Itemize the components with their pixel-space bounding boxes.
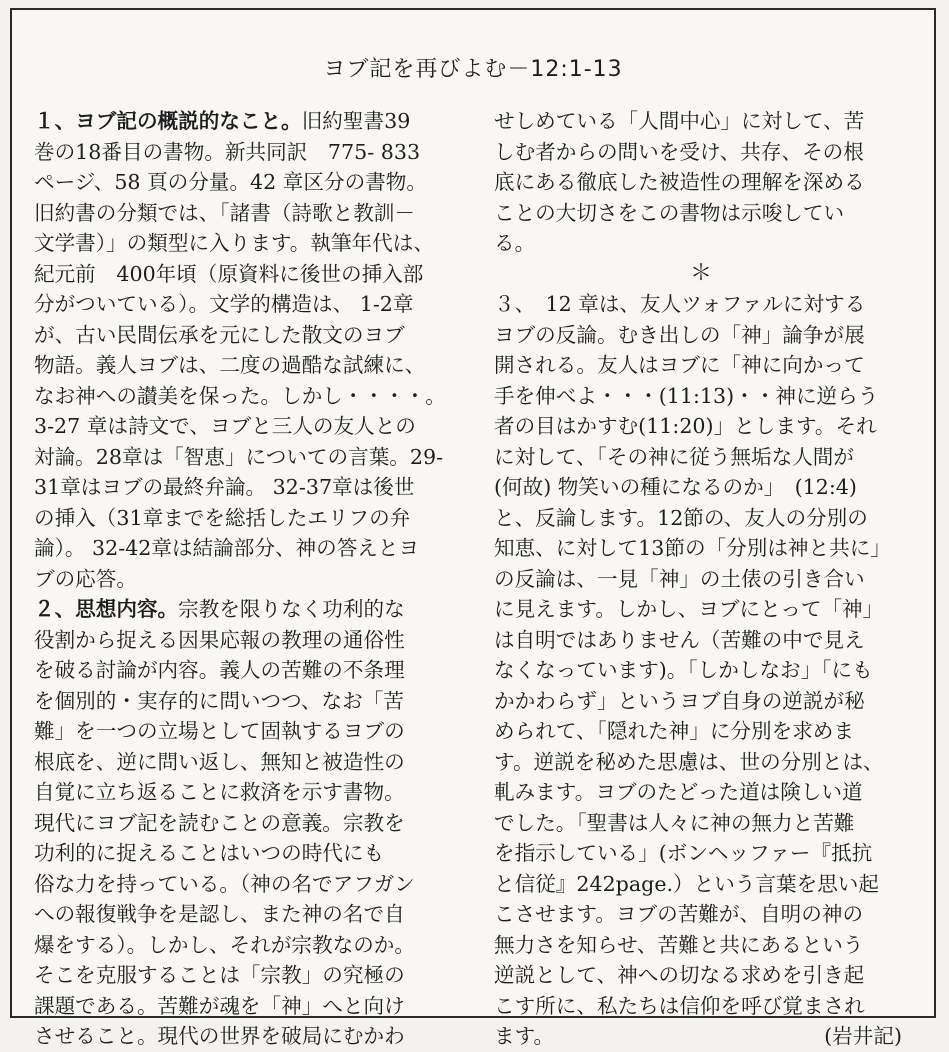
text-line — [34, 930, 448, 961]
line-text: に対して、「その神に従う無垢な人間が — [494, 444, 854, 469]
line-text: そこを克服することは「宗教」の究極の — [34, 963, 405, 987]
text-line — [494, 198, 908, 229]
line-text: 軋みます。ヨブのたどった道は険しい道 — [494, 780, 863, 804]
line-text: なくなっています)。「しかしなお」「にも — [494, 658, 873, 682]
line-text: ページ、58 頁の分量。42 章区分の書物。 — [34, 170, 427, 194]
line-text: 逆説として、神への切なる求めを引き起 — [494, 963, 865, 987]
line-text: でした。「聖書は人々に神の無力と苦難 — [494, 810, 855, 835]
text-line — [494, 472, 908, 503]
line-text: 開される。友人はヨブに「神に向かって — [494, 353, 865, 377]
line-text: を個別的・実存的に問いつつ、なお「苦 — [34, 688, 404, 713]
text-line — [34, 167, 448, 198]
line-text: 課題である。苦難が魂を「神」へと向け — [34, 993, 405, 1018]
line-text: (何故) 物笑いの種になるのか」 (12:4) — [494, 475, 857, 499]
text-line — [494, 289, 908, 320]
line-text: かかわらず」というヨブ自身の逆説が秘 — [494, 688, 865, 713]
text-line — [494, 1021, 908, 1052]
document-frame — [10, 8, 936, 1048]
text-line — [494, 137, 908, 168]
text-line — [494, 564, 908, 595]
line-text: 旧約書の分類では、「諸書（詩歌と教訓－ — [34, 200, 415, 225]
line-text: なお神への讃美を保った。しかし・・・・。 — [34, 383, 446, 408]
line-text: を破る討論が内容。義人の苦難の不条理 — [34, 658, 405, 682]
line-text: 役割から捉える因果応報の教理の通俗性 — [34, 627, 405, 652]
text-line — [34, 259, 448, 290]
line-text: の挿入（31章までを総括したエリフの弁 — [34, 505, 411, 530]
line-text: 分がついている）。文学的構造は、 1-2章 — [34, 292, 414, 316]
line-text: の反論は、一見「神」の土俵の引き合い — [494, 566, 865, 591]
line-text: への報復戦争を是認し、また神の名で自 — [34, 902, 405, 926]
text-line — [34, 503, 448, 534]
line-text: る。 — [494, 231, 536, 255]
text-line — [34, 411, 448, 442]
text-line — [494, 594, 908, 625]
line-text: と、反論します。12節の、友人の分別の — [494, 505, 868, 530]
text-line — [34, 472, 448, 503]
text-line — [34, 106, 448, 137]
line-text: こさせます。ヨブの苦難が、自明の神の — [494, 902, 864, 926]
text-line — [34, 716, 448, 747]
text-line — [494, 838, 908, 869]
line-text: 物語。義人ヨブは、二度の過酷な試練に、 — [34, 353, 426, 377]
text-line — [34, 991, 448, 1022]
line-text: させること。現代の世界を破局にむかわ — [34, 1024, 405, 1048]
line-text: は自明ではありません（苦難の中で見え — [494, 627, 865, 652]
text-line — [34, 533, 448, 564]
text-line — [494, 808, 908, 839]
line-text: ことの大切さをこの書物は示唆してい — [494, 200, 845, 225]
text-line — [494, 228, 908, 259]
text-line — [34, 594, 448, 625]
text-line — [494, 777, 908, 808]
text-line — [494, 381, 908, 412]
text-line — [494, 655, 908, 686]
text-line — [494, 533, 908, 564]
text-line — [34, 777, 448, 808]
line-text: に見えます。しかし、ヨブにとって「神」 — [494, 597, 884, 621]
text-line — [34, 228, 448, 259]
line-text: 文学書）」の類型に入ります。執筆年代は、 — [34, 231, 434, 255]
line-text: 紀元前 400年頃（原資料に後世の挿入部 — [34, 261, 424, 286]
line-text: 巻の18番目の書物。新共同訳 775- 833 — [34, 139, 421, 164]
line-text: しむ者からの問いを受け、共存、その根 — [494, 139, 864, 164]
line-text: 難」を一つの立場として固執するヨブの — [34, 719, 405, 743]
text-line — [34, 838, 448, 869]
line-text: ます。 — [494, 1024, 555, 1048]
text-line — [494, 625, 908, 656]
line-text: ブの応答。 — [34, 566, 137, 591]
line-text: と信従』242page.）という言葉を思い起 — [494, 871, 879, 896]
left-column — [34, 106, 448, 1052]
text-line — [34, 899, 448, 930]
text-line — [494, 960, 908, 991]
line-text: 現代にヨブ記を読むことの意義。宗教を — [34, 810, 405, 835]
text-line — [494, 899, 908, 930]
text-line — [34, 289, 448, 320]
line-text: められて、「隠れた神」に分別を求めま — [494, 719, 854, 743]
text-line — [34, 747, 448, 778]
line-text: 爆をする）。しかし、それが宗教なのか。 — [34, 932, 415, 957]
text-line — [34, 686, 448, 717]
text-line — [34, 869, 448, 900]
line-text: 旧約聖書39 — [301, 109, 411, 133]
author-signature: (岩井記) — [824, 1024, 902, 1048]
text-line — [494, 747, 908, 778]
section-heading: ２、思想内容。 — [34, 597, 179, 621]
text-line — [494, 167, 908, 198]
line-text: こす所に、私たちは信仰を呼び覚まされ — [494, 993, 865, 1018]
text-line — [494, 106, 908, 137]
section-heading: １、ヨブ記の概説的なこと。 — [34, 109, 302, 133]
line-text: 無力さを知らせ、苦難と共にあるという — [494, 932, 864, 957]
text-line — [34, 564, 448, 595]
line-text: 論）。 32-42章は結論部分、神の答えとヨ — [34, 536, 420, 560]
line-text: す。逆説を秘めた思慮は、世の分別とは、 — [494, 749, 884, 774]
text-line — [34, 625, 448, 656]
text-line — [34, 381, 448, 412]
section-separator: ＊ — [689, 260, 712, 286]
line-text: 宗教を限りなく功利的な — [178, 597, 405, 621]
text-line — [34, 1021, 448, 1052]
text-line — [494, 716, 908, 747]
text-line — [494, 991, 908, 1022]
line-text: 知恵、に対して13節の「分別は神と共に」 — [494, 536, 891, 560]
line-text: 31章はヨブの最終弁論。 32-37章は後世 — [34, 475, 415, 499]
line-text: 自覚に立ち返ることに救済を示す書物。 — [34, 780, 405, 804]
line-text: 根底を、逆に問い返し、無知と被造性の — [34, 749, 405, 774]
line-text: 者の目はかすむ(11:20)」とします。それ — [494, 414, 877, 438]
text-line — [494, 930, 908, 961]
text-line — [494, 869, 908, 900]
line-text: 底にある徹底した被造性の理解を深める — [494, 170, 865, 194]
page-title: ヨブ記を再びよむ－12:1-13 — [323, 57, 623, 82]
line-text: せしめている「人間中心」に対して、苦 — [494, 109, 865, 133]
text-line — [34, 960, 448, 991]
text-line — [494, 442, 908, 473]
line-text: ヨブの反論。むき出しの「神」論争が展 — [494, 322, 865, 347]
text-line — [34, 655, 448, 686]
right-column — [494, 106, 908, 1052]
text-line — [34, 198, 448, 229]
line-text: 対論。28章は「智恵」についての言葉。29- — [34, 444, 444, 469]
line-text: 功利的に捉えることはいつの時代にも — [34, 841, 385, 865]
text-line — [494, 503, 908, 534]
text-line — [494, 411, 908, 442]
line-text: を指示している」(ボンヘッファー『抵抗 — [494, 841, 873, 865]
text-line — [34, 442, 448, 473]
text-line — [34, 808, 448, 839]
text-line — [494, 320, 908, 351]
text-line — [34, 320, 448, 351]
line-text: 俗な力を持っている。（神の名でアフガン — [34, 871, 415, 896]
text-line — [34, 137, 448, 168]
line-text: が、古い民間伝承を元にした散文のヨブ — [34, 322, 405, 347]
text-line — [494, 350, 908, 381]
line-text: ３、 12 章は、友人ツォファルに対する — [494, 292, 866, 316]
text-line — [494, 686, 908, 717]
line-text: 手を伸べよ・・・(11:13)・・神に逆らう — [494, 383, 879, 408]
line-text: 3-27 章は詩文で、ヨブと三人の友人との — [34, 414, 416, 438]
text-line — [34, 350, 448, 381]
